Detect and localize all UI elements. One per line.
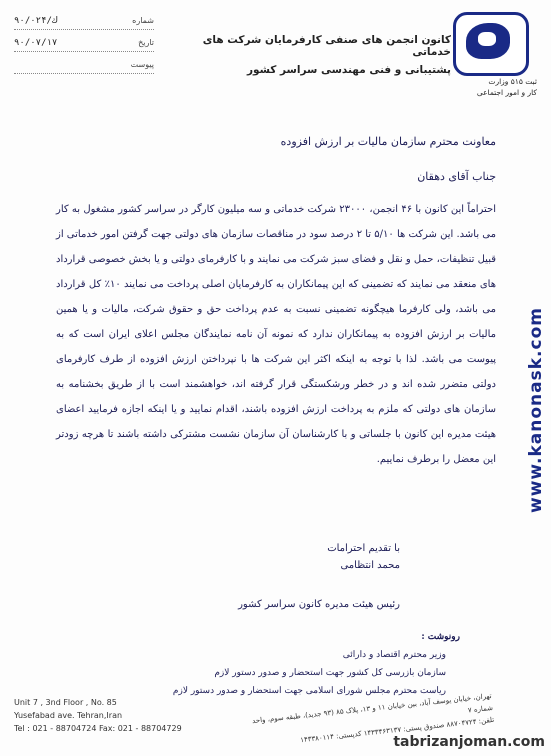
copies-item: ریاست محترم مجلس شورای اسلامی جهت استحضار و صدور دستور لازم (172, 686, 446, 696)
letter-body: احتراماً این کانون با ۴۶ انجمن، ۲۳۰۰۰ شرکت خدماتی و سه میلیون کارگر در سراسر کشور مشغول به کار می باشد. این شرکت ها ۵/۱۰ تا ۲ درصد سود در مناقصات سازمان های دولتی جهت گرفتن امور خدماتی از قبیل تنظیفات، حمل و نقل و فضای سبز شرکت می نمایند و با کارفرمای دولتی و یا بخش خصوصی قرارداد های منعقد می نمایند که تضمینی که این پیمانکاران به کارفرمایان اصلی پرداخت می نمایند ۱۰٪ کل قرارداد می باشد، ولی کارفرما هیچگونه تضمینی نسبت به عدم پرداخت حق و حقوق شرکت، مالیات و یا همین مالیات بر ارزش افزوده به پیمانکاران ندارد که نمونه آن نامه نمایندگان مجلس اعلای ایران است که به پیوست می باشد. لذا با توجه به اینکه اکثر این شرکت ها با نپرداختن ارزش افزوده از طرف کارفرمای دولتی متضرر شده اند و در خطر ورشکستگی قرار گرفته اند، خواهشمند است با از طریق بخشنامه به سازمان های دولتی که ملزم به پرداخت ارزش افزوده باشند، اقدام نمایید و یا اینکه اجازه فرمایید اعضای هیئت مدیره این کانون با جلساتی و با کارشناسان آن سازمان نشست مشترکی داشته باشند تا هرچه زودتر این معضل را برطرف نماییم. (56, 204, 496, 465)
attachment-row (14, 56, 154, 74)
reference-block (14, 12, 154, 78)
number-row (14, 12, 154, 30)
registration-line1: ثبت ۵۱۵ وزارت (488, 77, 537, 86)
footer-fa-line1: تهران، خیابان یوسف آباد، بین خیابان ۱۱ و ۱۳، پلاک ۸۵ (۹۳ جدید)، طبقه سوم، واحد شماره ۷ (251, 691, 494, 726)
date-label: تاریخ (138, 38, 154, 47)
footer-en-line2: Yusefabad ave. Tehran,Iran (14, 711, 123, 720)
signature-closing: با تقدیم احترامات (327, 543, 400, 554)
organization-line1: کانون انجمن های صنفی کارفرمایان شرکت های خدماتی (202, 34, 451, 58)
organization-logo-icon (453, 12, 529, 76)
footer-en-line1: Unit 7 , 3nd Floor , No. 85 (14, 698, 117, 707)
date-row (14, 34, 154, 52)
signature-name: محمد انتظامی (340, 560, 400, 571)
copies-heading: رونوشت : (421, 632, 460, 642)
footer-english-address (14, 696, 182, 735)
registration-info (447, 76, 537, 98)
website-text: www.kanonask.com (526, 307, 546, 513)
copies-item: سازمان بازرسی کل کشور جهت استحضار و صدور دستور لازم (214, 668, 446, 678)
website-vertical (525, 190, 547, 630)
footer-fa-line2: تلفن: ۸۸۷۰۴۷۲۴ صندوق پستی: ۱۴۳۳۴۶۳۱۳۷ کدپستی: ۱۴۳۳۸۰۱۱۴ (299, 715, 495, 745)
signature-title: رئیس هیئت مدیره کانون سراسر کشور (238, 599, 400, 610)
copies-block (130, 628, 460, 700)
letter-recipient: جناب آقای دهقان (417, 170, 496, 183)
footer-en-line3: Tel : 021 - 88704724 Fax: 021 - 88704729 (14, 724, 182, 733)
letter-salutation: معاونت محترم سازمان مالیات بر ارزش افزوده (280, 135, 496, 148)
organization-name (191, 34, 451, 76)
watermark-text: tabrizanjoman.com (393, 734, 545, 750)
attachment-label: پیوست (130, 60, 154, 69)
organization-line2: پشتیبانی و فنی مهندسی سراسر کشور (246, 64, 451, 76)
signature-block (150, 540, 400, 613)
copies-item: وزیر محترم اقتصاد و دارائی (342, 650, 446, 660)
date-value: ۹۰/۰۷/۱۷ (14, 37, 58, 48)
logo-gear-hole (478, 32, 496, 46)
number-label: شماره (132, 16, 154, 25)
letter-content (56, 135, 496, 472)
number-value: ۹۰/ك/۰۲۴ (14, 15, 58, 26)
registration-line2: کار و امور اجتماعی (476, 88, 537, 97)
